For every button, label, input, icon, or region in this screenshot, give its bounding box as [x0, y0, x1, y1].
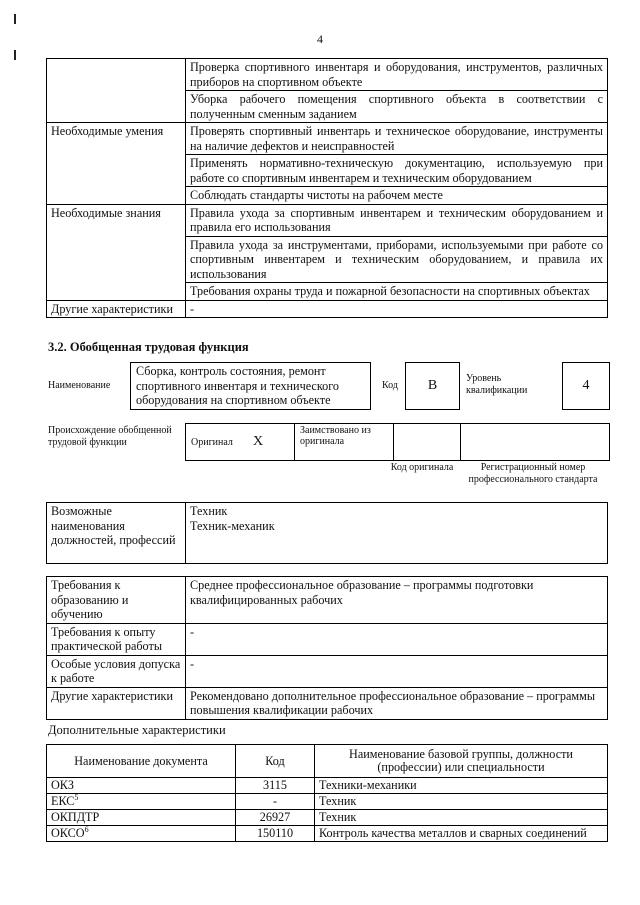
doc-cell — [47, 810, 236, 826]
section-heading: 3.2. Обобщенная трудовая функция — [48, 340, 249, 354]
footnote-mark: 6 — [84, 824, 89, 834]
name-cell: Техники-механики — [315, 778, 608, 794]
table-row — [47, 59, 608, 91]
doc-cell — [47, 794, 236, 810]
additional-heading: Дополнительные характеристики — [48, 723, 226, 737]
function-code: B — [405, 362, 460, 410]
possible-names-label: Возможные наименования должностей, профессий — [47, 503, 186, 564]
req-label: Особые условия допуска к работе — [47, 655, 186, 687]
function-name: Сборка, контроль состояния, ремонт спортивного инвентаря и технического оборудования на спортивном объекте — [130, 362, 371, 410]
registration-number-cell — [461, 424, 610, 461]
code-cell: 26927 — [236, 810, 315, 826]
req-label: Другие характеристики — [47, 687, 186, 719]
borrowed-label: Заимствовано из оригинала — [295, 424, 394, 461]
row-label-other: Другие характеристики — [47, 300, 186, 318]
header-doc: Наименование документа — [47, 745, 236, 778]
row-label — [47, 59, 186, 123]
row-text: Применять нормативно-техническую документацию, используемую при работе со спортивным инвентарем и техническим оборудованием — [186, 155, 608, 187]
header-code: Код — [236, 745, 315, 778]
margin-mark-top — [14, 14, 16, 24]
header-name: Наименование базовой группы, должности (профессии) или специальности — [315, 745, 608, 778]
req-text: - — [186, 623, 608, 655]
row-text: Уборка рабочего помещения спортивного объекта в соответствии с полученным сменным заданием — [186, 91, 608, 123]
code-label: Код — [382, 380, 398, 391]
position-name: Техник — [190, 504, 228, 518]
doc-name: ОКЗ — [51, 778, 75, 792]
req-label: Требования к образованию и обучению — [47, 577, 186, 624]
row-text: Проверять спортивный инвентарь и техническое оборудование, инструменты на наличие дефектов и неисправностей — [186, 123, 608, 155]
table-row — [47, 300, 608, 318]
skills-knowledge-table — [46, 58, 608, 318]
row-text: Проверка спортивного инвентаря и оборудования, инструментов, различных приборов на спортивном объекте — [186, 59, 608, 91]
page-number: 4 — [317, 32, 323, 46]
row-text: Правила ухода за инструментами, приборами, используемыми при работе со спортивным инвентарем и техническим оборудованием, и правила их использования — [186, 236, 608, 283]
doc-cell — [47, 826, 236, 842]
table-row — [47, 655, 608, 687]
doc-name: ЕКС — [51, 794, 75, 808]
margin-mark-middle — [14, 50, 16, 60]
table-row — [47, 794, 608, 810]
table-row — [47, 687, 608, 719]
name-cell: Техник — [315, 810, 608, 826]
original-mark: X — [248, 424, 295, 461]
req-text: Рекомендовано дополнительное профессиональное образование – программы повышения квалификации рабочих — [186, 687, 608, 719]
table-row — [47, 577, 608, 624]
origin-table — [185, 423, 610, 461]
table-row — [47, 123, 608, 155]
possible-names-table — [46, 502, 608, 564]
qualification-level: 4 — [562, 362, 610, 410]
code-cell: 150110 — [236, 826, 315, 842]
name-label: Наименование — [48, 380, 111, 391]
code-cell: 3115 — [236, 778, 315, 794]
req-label: Требования к опыту практической работы — [47, 623, 186, 655]
table-row — [47, 810, 608, 826]
requirements-table — [46, 576, 608, 720]
reg-caption: Регистрационный номер профессионального стандарта — [468, 462, 598, 485]
table-row — [47, 826, 608, 842]
original-label: Оригинал — [186, 424, 249, 461]
table-row — [47, 503, 608, 564]
doc-name: ОКСО — [51, 826, 85, 840]
position-name: Техник-механик — [190, 518, 275, 533]
table-row — [47, 623, 608, 655]
original-code-cell — [394, 424, 461, 461]
level-label: Уровень квалификации — [466, 373, 528, 396]
table-header-row — [47, 745, 608, 778]
row-text: Требования охраны труда и пожарной безопасности на спортивных объектах — [186, 283, 608, 301]
table-row — [47, 778, 608, 794]
doc-cell — [47, 778, 236, 794]
row-label-skills: Необходимые умения — [47, 123, 186, 205]
origin-label: Происхождение обобщенной трудовой функции — [48, 425, 172, 448]
doc-name: ОКПДТР — [51, 810, 100, 824]
row-text: - — [186, 300, 608, 318]
table-row — [47, 204, 608, 236]
footnote-mark: 5 — [74, 792, 79, 802]
name-cell: Контроль качества металлов и сварных соединений — [315, 826, 608, 842]
row-text: Правила ухода за спортивным инвентарем и техническим оборудованием и правила его использования — [186, 204, 608, 236]
row-label-knowledge: Необходимые знания — [47, 204, 186, 300]
row-text: Соблюдать стандарты чистоты на рабочем месте — [186, 187, 608, 205]
req-text: - — [186, 655, 608, 687]
code-cell: - — [236, 794, 315, 810]
possible-names-values — [186, 503, 608, 564]
additional-table — [46, 744, 608, 842]
table-row — [186, 424, 610, 461]
req-text: Среднее профессиональное образование – программы подготовки квалифицированных рабочих — [186, 577, 608, 624]
name-cell: Техник — [315, 794, 608, 810]
code-caption: Код оригинала — [390, 462, 454, 473]
